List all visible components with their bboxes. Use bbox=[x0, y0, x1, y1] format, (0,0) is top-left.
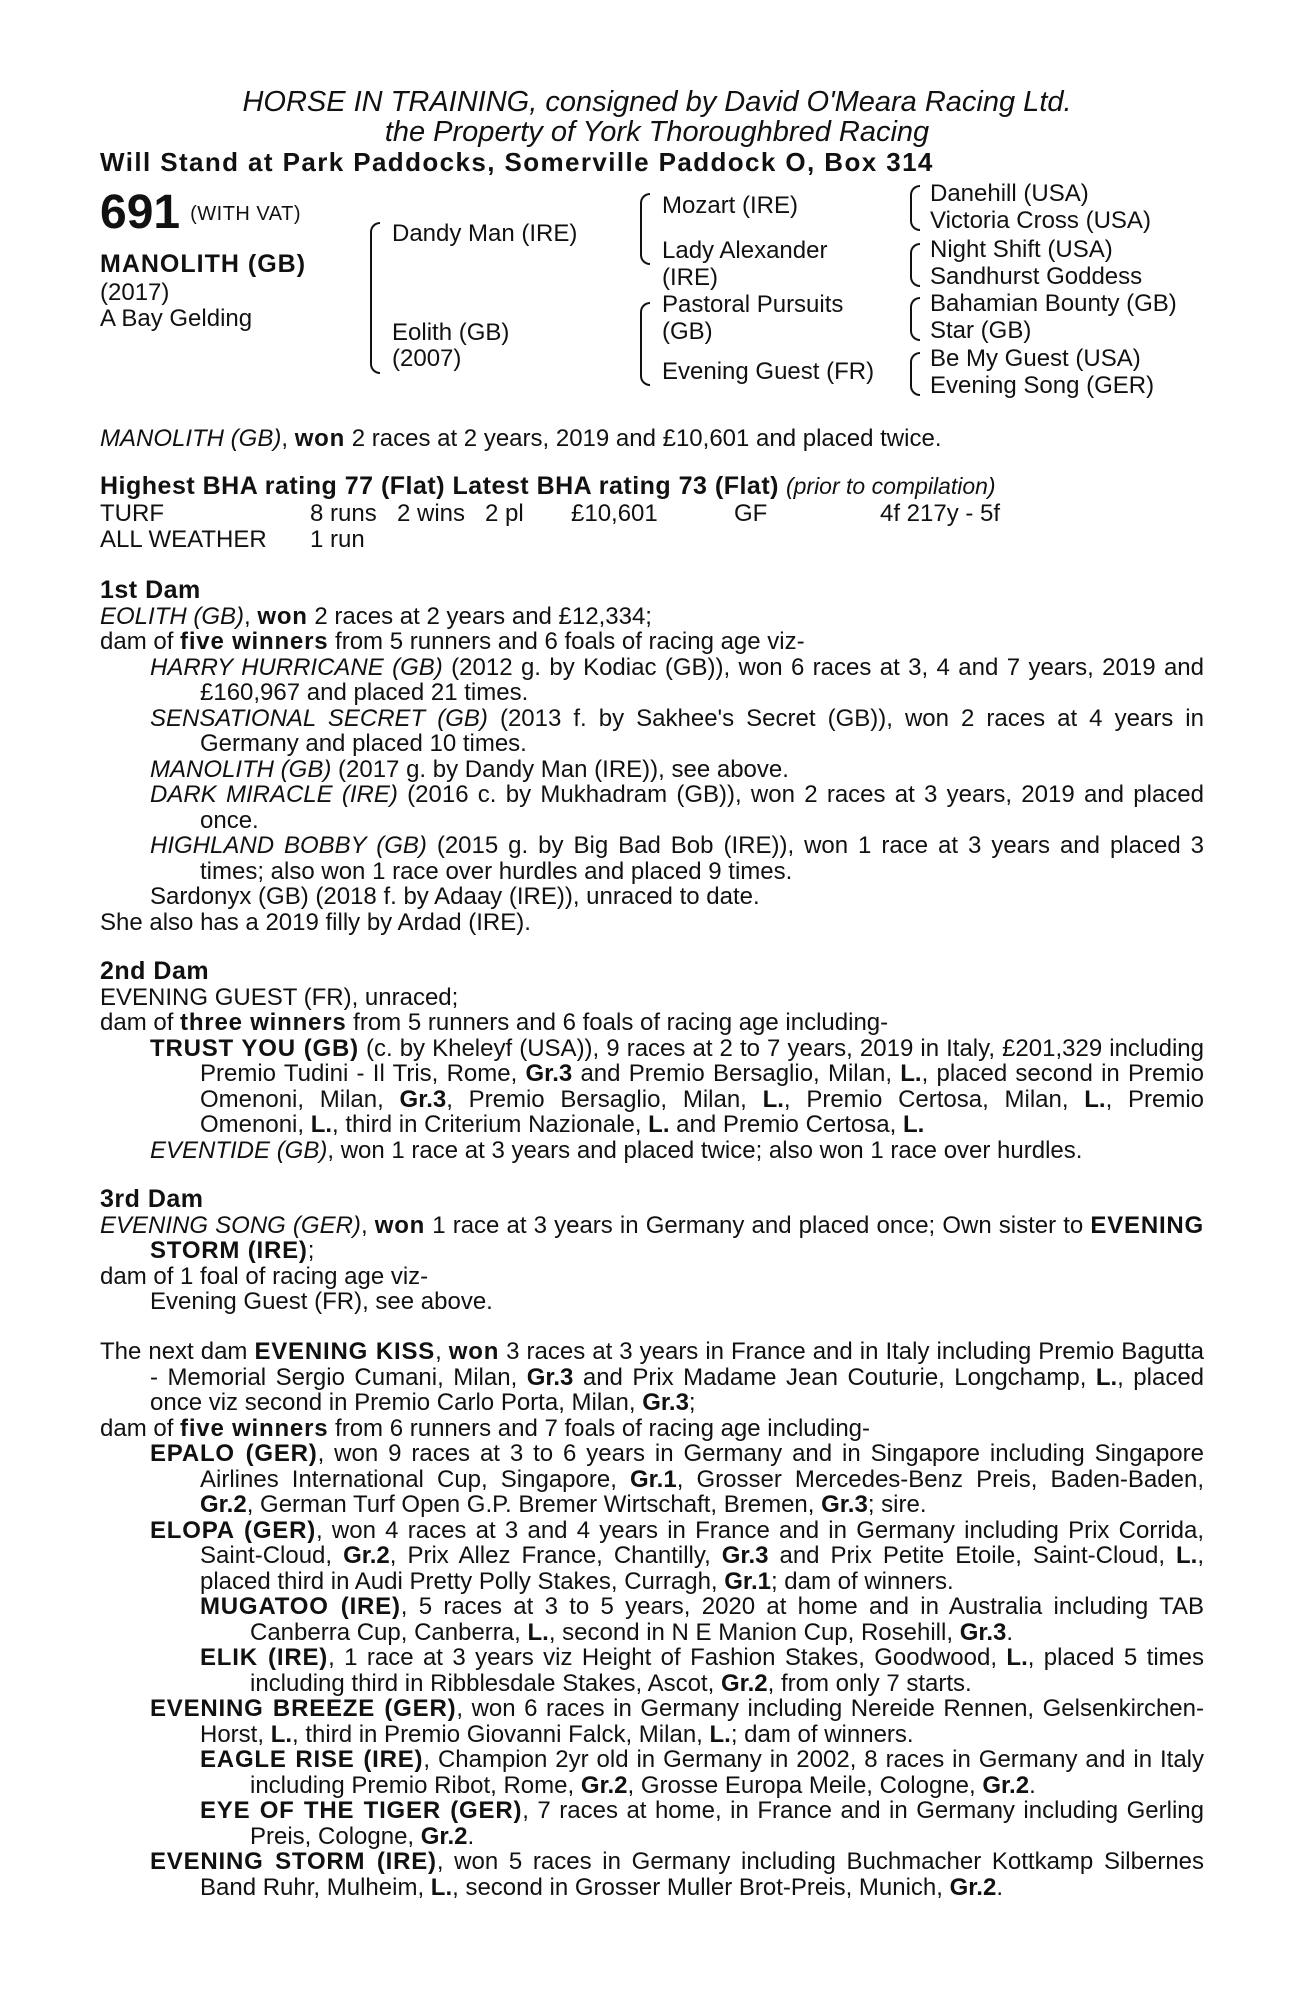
pedigree-dsd: Star (GB) bbox=[930, 317, 1032, 344]
produce-entry: EVENING BREEZE (GER), won 6 races in Germany including Nereide Rennen, Gelsenkirchen-Horst, L., third in Premio Giovanni Falck, Milan, L.; dam of winners. bbox=[150, 1695, 1204, 1748]
second-dam-section bbox=[100, 959, 1204, 1163]
pedigree-brace-ss bbox=[910, 185, 920, 231]
third-dam-record: EVENING SONG (GER), won 1 race at 3 years in Germany and placed once; Own sister to EVENING STORM (IRE); bbox=[100, 1211, 1205, 1264]
turf-prize-money: £10,601 bbox=[571, 500, 658, 527]
produce-entry: ELOPA (GER), won 4 races at 3 and 4 years in France and in Germany including Prix Corrida, Saint-Cloud, Gr.2, Prix Allez France, Chantilly, Gr.3 and Prix Petite Etoile, Saint-Cloud, L., placed third in Audi Pretty Polly Stakes, Curragh, Gr.1; dam of winners. bbox=[150, 1516, 1205, 1595]
produce-entry: Evening Guest (FR), see above. bbox=[150, 1288, 493, 1315]
produce-entry: EAGLE RISE (IRE), Champion 2yr old in Germany in 2002, 8 races in Germany and in Italy including Premio Ribot, Rome, Gr.2, Grosse Europa Meile, Cologne, Gr.2. bbox=[200, 1746, 1204, 1799]
produce-entry: Sardonyx (GB) (2018 f. by Adaay (IRE)), unraced to date. bbox=[150, 883, 760, 910]
next-dam-section bbox=[100, 1339, 1204, 1900]
turf-distance: 4f 217y - 5f bbox=[880, 500, 1001, 527]
pedigree-brace-gen1 bbox=[370, 222, 380, 374]
second-dam-produce-summary: dam of three winners from 5 runners and 6 foals of racing age including- bbox=[100, 1009, 889, 1036]
horse-description: A Bay Gelding bbox=[100, 305, 253, 332]
first-dam-section bbox=[100, 578, 1204, 935]
pedigree-dds: Be My Guest (USA) bbox=[930, 345, 1141, 372]
pedigree-dam-sire-2: (GB) bbox=[662, 318, 713, 345]
pedigree-sire: Dandy Man (IRE) bbox=[392, 220, 578, 247]
consignor-line: HORSE IN TRAINING, consigned by David O'Meara Racing Ltd. bbox=[242, 86, 1072, 118]
pedigree-dss: Bahamian Bounty (GB) bbox=[930, 290, 1177, 317]
first-dam-heading: 1st Dam bbox=[100, 576, 201, 604]
third-dam-section bbox=[100, 1187, 1204, 1315]
pedigree-dam-sire-1: Pastoral Pursuits bbox=[662, 291, 844, 318]
property-line: the Property of York Thoroughbred Racing bbox=[384, 116, 930, 148]
produce-entry: ELIK (IRE), 1 race at 3 years viz Height of Fashion Stakes, Goodwood, L., placed 5 times including third in Ribblesdale Stakes, Ascot, Gr.2, from only 7 starts. bbox=[200, 1644, 1205, 1697]
pedigree-dam-dam: Evening Guest (FR) bbox=[662, 358, 875, 385]
pedigree-brace-sd bbox=[910, 243, 920, 287]
next-dam-produce-summary: dam of five winners from 6 runners and 7 foals of racing age including- bbox=[100, 1414, 871, 1442]
produce-entry: EVENTIDE (GB), won 1 race at 3 years and placed twice; also won 1 race over hurdles. bbox=[150, 1136, 1083, 1164]
produce-entry: EPALO (GER), won 9 races at 3 to 6 years in Germany and in Singapore including Singapore Airlines International Cup, Singapore, Gr.1, Grosser Mercedes-Benz Preis, Baden-Baden, Gr.2, German Turf Open G.P. Bremer Wirtschaft, Bremen, Gr.3; sire. bbox=[150, 1440, 1204, 1518]
produce-entry: EYE OF THE TIGER (GER), 7 races at home, in France and in Germany including Gerling Preis, Cologne, Gr.2. bbox=[200, 1797, 1205, 1850]
pedigree-brace-dam bbox=[640, 302, 650, 386]
turf-runs: 8 runs bbox=[310, 500, 377, 527]
second-dam-record: EVENING GUEST (FR), unraced; bbox=[100, 983, 459, 1011]
lot-number bbox=[100, 188, 301, 239]
pedigree-ddd: Evening Song (GER) bbox=[930, 372, 1155, 399]
first-dam-produce-summary: dam of five winners from 5 runners and 6 foals of racing age viz- bbox=[100, 628, 805, 655]
pedigree-sdd: Sandhurst Goddess bbox=[930, 263, 1143, 290]
first-dam-record: EOLITH (GB), won 2 races at 2 years and £12,334; bbox=[100, 602, 652, 630]
produce-entry: MUGATOO (IRE), 5 races at 3 to 5 years, 2020 at home and in Australia including TAB Canberra Cup, Canberra, L., second in N E Manion Cup, Rosehill, Gr.3. bbox=[200, 1593, 1205, 1646]
first-dam-also: She also has a 2019 filly by Ardad (IRE). bbox=[100, 908, 531, 936]
second-dam-heading: 2nd Dam bbox=[100, 957, 210, 985]
turf-placed: 2 pl bbox=[485, 500, 524, 527]
all-weather-runs: 1 run bbox=[310, 526, 365, 553]
third-dam-heading: 3rd Dam bbox=[100, 1185, 204, 1213]
turf-label: TURF bbox=[100, 500, 164, 527]
vat-note: (WITH VAT) bbox=[190, 203, 301, 225]
produce-entry: SENSATIONAL SECRET (GB) (2013 f. by Sakhee's Secret (GB)), won 2 races at 4 years in Germany and placed 10 times. bbox=[150, 704, 1204, 757]
bha-rating: Highest BHA rating 77 (Flat) Latest BHA rating 73 (Flat) (prior to compilation) bbox=[100, 472, 996, 500]
pedigree-dam-year: (2007) bbox=[392, 345, 462, 372]
horse-year: (2017) bbox=[100, 279, 170, 306]
pedigree-sds: Night Shift (USA) bbox=[930, 236, 1113, 263]
pedigree-ssd: Victoria Cross (USA) bbox=[930, 207, 1151, 234]
turf-going: GF bbox=[734, 500, 768, 527]
pedigree-sss: Danehill (USA) bbox=[930, 180, 1089, 207]
pedigree-sire-dam-2: (IRE) bbox=[662, 264, 718, 291]
pedigree-brace-sire bbox=[640, 193, 650, 265]
lot-number-value: 691 bbox=[100, 186, 181, 239]
pedigree-sire-sire: Mozart (IRE) bbox=[662, 192, 799, 219]
turf-wins: 2 wins bbox=[397, 500, 466, 527]
pedigree-brace-dd bbox=[910, 352, 920, 396]
produce-entry: TRUST YOU (GB) (c. by Kheleyf (USA)), 9 races at 2 to 7 years, 2019 in Italy, £201,329 including Premio Tudini - Il Tris, Rome, Gr.3 and Premio Bersaglio, Milan, L., placed second in Premio Omenoni, Milan, Gr.3, Premio Bersaglio, Milan, L., Premio Certosa, Milan, L., Premio Omenoni, L., third in Criterium Nazionale, L. and Premio Certosa, L. bbox=[150, 1034, 1205, 1138]
produce-entry: MANOLITH (GB) (2017 g. by Dandy Man (IRE)), see above. bbox=[150, 755, 789, 783]
horse-name: MANOLITH (GB) bbox=[100, 250, 307, 278]
produce-entry: HIGHLAND BOBBY (GB) (2015 g. by Big Bad Bob (IRE)), won 1 race at 3 years and placed 3 times; also won 1 race over hurdles and placed 9 times. bbox=[150, 832, 1205, 885]
produce-entry: EVENING STORM (IRE), won 5 races in Germany including Buchmacher Kottkamp Silbernes Band Ruhr, Mulheim, L., second in Grosser Muller Brot-Preis, Munich, Gr.2. bbox=[150, 1848, 1205, 1901]
third-dam-produce-summary: dam of 1 foal of racing age viz- bbox=[100, 1262, 429, 1290]
stand-location: Will Stand at Park Paddocks, Somerville Paddock O, Box 314 bbox=[100, 147, 934, 177]
pedigree-brace-ds bbox=[910, 297, 920, 341]
all-weather-label: ALL WEATHER bbox=[100, 526, 267, 553]
produce-entry: DARK MIRACLE (IRE) (2016 c. by Mukhadram (GB)), won 2 races at 3 years, 2019 and placed once. bbox=[150, 781, 1204, 834]
race-summary: MANOLITH (GB), won 2 races at 2 years, 2019 and £10,601 and placed twice. bbox=[100, 425, 942, 452]
pedigree-dam-name: Eolith (GB) bbox=[392, 319, 510, 346]
produce-entry: HARRY HURRICANE (GB) (2012 g. by Kodiac (GB)), won 6 races at 3, 4 and 7 years, 2019 and £160,967 and placed 21 times. bbox=[150, 653, 1204, 706]
next-dam-record: The next dam EVENING KISS, won 3 races at 3 years in France and in Italy including Premio Bagutta - Memorial Sergio Cumani, Milan, Gr.3 and Prix Madame Jean Couturie, Longchamp, L., placed once viz second in Premio Carlo Porta, Milan, Gr.3; bbox=[100, 1338, 1205, 1416]
pedigree-sire-dam-1: Lady Alexander bbox=[662, 237, 828, 264]
